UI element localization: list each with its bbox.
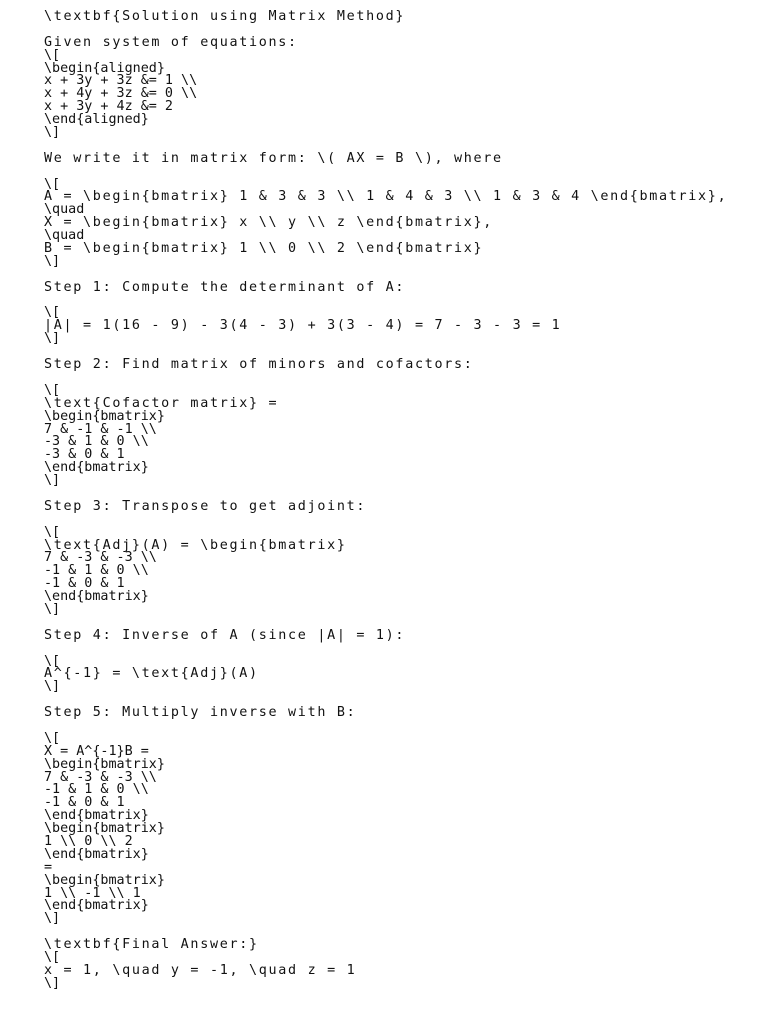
document-line: \begin{bmatrix} — [44, 408, 165, 424]
document-line: \[ — [44, 653, 61, 669]
document-line: \] — [44, 253, 61, 269]
document-line: x + 4y + 3z &= 0 \\ — [44, 86, 198, 102]
document-line: \] — [44, 331, 61, 347]
document-line: We write it in matrix form: \( AX = B \), where — [44, 150, 503, 166]
blank-line — [44, 720, 764, 733]
document-line: 1 \\ -1 \\ 1 — [44, 885, 141, 901]
document-line: \[ — [44, 47, 61, 63]
blank-line — [44, 643, 764, 656]
document-line: \begin{bmatrix} — [44, 821, 165, 837]
document-line: x + 3y + 3z &= 1 \\ — [44, 73, 198, 89]
document-line: -1 & 0 & 1 — [44, 795, 125, 811]
document-line: 7 & -1 & -1 \\ — [44, 421, 157, 437]
document-line: X = \begin{bmatrix} x \\ y \\ z \end{bmatrix}, — [44, 215, 494, 231]
document-line: \[ — [44, 950, 61, 966]
document-line: Step 3: Transpose to get adjoint: — [44, 498, 367, 514]
document-line: 7 & -3 & -3 \\ — [44, 769, 157, 785]
blank-line — [44, 514, 764, 527]
document-line: \end{bmatrix} — [44, 808, 149, 824]
document-line: A^{-1} = \text{Adj}(A) — [44, 666, 259, 682]
document-line: -1 & 1 & 0 \\ — [44, 782, 149, 798]
blank-line — [44, 166, 764, 179]
document-line: 1 \\ 0 \\ 2 — [44, 834, 133, 849]
document-line: \] — [44, 473, 61, 489]
latex-document — [44, 11, 764, 991]
document-line: \] — [44, 125, 61, 141]
document-line: -1 & 1 & 0 \\ — [44, 563, 149, 579]
document-line: \begin{aligned} — [44, 60, 165, 76]
document-line: \end{aligned} — [44, 112, 149, 128]
document-line: \end{bmatrix} — [44, 898, 149, 914]
document-line: \[ — [44, 305, 61, 321]
document-line: \[ — [44, 730, 61, 746]
document-line: \] — [44, 975, 61, 991]
document-line: -1 & 0 & 1 — [44, 576, 125, 592]
document-line: \] — [44, 679, 61, 695]
document-line: \textbf{Solution using Matrix Method} — [44, 9, 406, 24]
document-line: \end{bmatrix} — [44, 460, 149, 476]
document-line: \[ — [44, 524, 61, 540]
document-line: \quad — [44, 228, 85, 244]
document-line: \[ — [44, 176, 61, 192]
document-line: x + 3y + 4z &= 2 — [44, 99, 173, 115]
document-line: -3 & 0 & 1 — [44, 447, 125, 463]
document-line: \] — [44, 601, 61, 617]
document-line: \begin{bmatrix} — [44, 872, 165, 888]
blank-line — [44, 372, 764, 385]
document-line: A = \begin{bmatrix} 1 & 3 & 3 \\ 1 & 4 & 3 \\ 1 & 3 & 4 \end{bmatrix}, — [44, 189, 728, 205]
document-line: Step 4: Inverse of A (since |A| = 1): — [44, 627, 406, 643]
document-line: \text{Adj}(A) = \begin{bmatrix} — [44, 537, 347, 553]
document-line: \end{bmatrix} — [44, 589, 149, 605]
document-line: = — [44, 859, 53, 875]
document-line: Step 2: Find matrix of minors and cofactors: — [44, 357, 474, 373]
document-line: \end{bmatrix} — [44, 846, 149, 862]
blank-line — [44, 295, 764, 308]
document-line: x = 1, \quad y = -1, \quad z = 1 — [44, 962, 357, 978]
document-line: |A| = 1(16 - 9) - 3(4 - 3) + 3(3 - 4) = 7 - 3 - 3 = 1 — [44, 318, 562, 334]
document-line: \[ — [44, 382, 61, 398]
document-line: \textbf{Final Answer:} — [44, 937, 259, 953]
document-line: -3 & 1 & 0 \\ — [44, 434, 149, 450]
document-line: Step 1: Compute the determinant of A: — [44, 279, 406, 295]
document-line: 7 & -3 & -3 \\ — [44, 550, 157, 566]
document-line: B = \begin{bmatrix} 1 \\ 0 \\ 2 \end{bmatrix} — [44, 241, 484, 257]
document-line: X = A^{-1}B = — [44, 743, 149, 759]
document-line: Given system of equations: — [44, 34, 298, 50]
document-line: Step 5: Multiply inverse with B: — [44, 705, 357, 721]
document-line: \] — [44, 911, 61, 927]
document-line: \quad — [44, 202, 85, 218]
document-line: \text{Cofactor matrix} = — [44, 395, 279, 411]
document-line: \begin{bmatrix} — [44, 756, 165, 772]
